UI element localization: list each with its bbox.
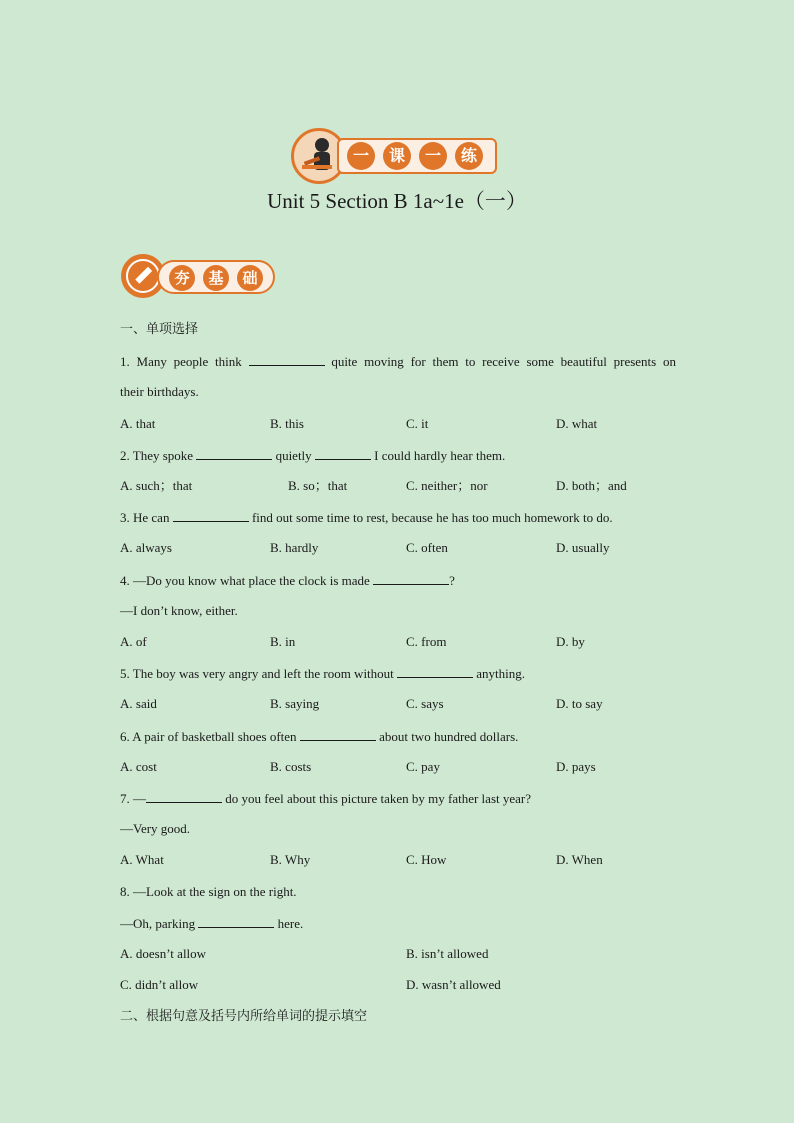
option-b[interactable]: B. hardly: [270, 540, 319, 555]
section-banner-char: 础: [237, 265, 263, 291]
option-c[interactable]: C. didn’t allow: [120, 977, 199, 992]
banner-char: 一: [347, 142, 375, 170]
option-a[interactable]: A. always: [120, 540, 172, 555]
option-b[interactable]: B. this: [270, 416, 304, 431]
option-a[interactable]: A. doesn’t allow: [120, 946, 207, 961]
option-d[interactable]: D. by: [556, 634, 585, 649]
option-c[interactable]: C. How: [406, 852, 447, 867]
banner-strip: [337, 138, 497, 174]
option-d[interactable]: D. pays: [556, 759, 596, 774]
option-d[interactable]: D. what: [556, 416, 598, 431]
answer-blank[interactable]: [198, 915, 274, 928]
option-b[interactable]: B. in: [270, 634, 296, 649]
part1-heading: 一、单项选择: [120, 322, 199, 337]
answer-blank[interactable]: [397, 665, 473, 678]
option-a[interactable]: A. such；that: [120, 478, 193, 493]
page-title: Unit 5 Section B 1a~1e（一）: [267, 189, 527, 213]
option-a[interactable]: A. cost: [120, 759, 157, 774]
question-3-stem: 3. He can find out some time to rest, because he has too much homework to do.: [120, 510, 613, 525]
part2-heading: 二、根据句意及括号内所给单词的提示填空: [120, 1009, 368, 1024]
answer-blank[interactable]: [300, 728, 376, 741]
option-a[interactable]: A. said: [120, 696, 157, 711]
option-d[interactable]: D. usually: [556, 540, 610, 555]
section-banner-char: 基: [203, 265, 229, 291]
option-c[interactable]: C. from: [406, 634, 447, 649]
banner-char: 练: [455, 142, 483, 170]
banner-char: 一: [419, 142, 447, 170]
answer-blank[interactable]: [249, 353, 325, 366]
option-a[interactable]: A. that: [120, 416, 156, 431]
question-4-stem: 4. —Do you know what place the clock is made ?: [120, 573, 455, 588]
option-d[interactable]: D. wasn’t allowed: [406, 977, 501, 992]
option-c[interactable]: C. neither；nor: [406, 478, 488, 493]
answer-blank[interactable]: [196, 447, 272, 460]
option-a[interactable]: A. of: [120, 634, 147, 649]
option-d[interactable]: D. to say: [556, 696, 603, 711]
question-7-stem: 7. — do you feel about this picture taken by my father last year?: [120, 791, 532, 806]
question-5-stem: 5. The boy was very angry and left the room without anything.: [120, 666, 526, 681]
option-b[interactable]: B. costs: [270, 759, 312, 774]
option-d[interactable]: D. When: [556, 852, 603, 867]
question-7-reply: —Very good.: [120, 821, 191, 836]
question-6-stem: 6. A pair of basketball shoes often about two hundred dollars.: [120, 729, 519, 744]
question-8-stem: 8. —Look at the sign on the right.: [120, 884, 297, 899]
question-1-stem-cont: their birthdays.: [120, 384, 199, 399]
option-c[interactable]: C. it: [406, 416, 429, 431]
question-4-reply: —I don’t know, either.: [120, 603, 238, 618]
lesson-banner: [291, 128, 501, 186]
option-d[interactable]: D. both；and: [556, 478, 627, 493]
question-8-reply: —Oh, parking here.: [120, 916, 304, 931]
option-c[interactable]: C. says: [406, 696, 444, 711]
option-c[interactable]: C. often: [406, 540, 448, 555]
option-b[interactable]: B. so；that: [288, 478, 348, 493]
question-2-stem: 2. They spoke quietly I could hardly hear them.: [120, 448, 506, 463]
question-1-stem: 1. Many people think quite moving for them to receive some beautiful presents on: [120, 354, 676, 369]
option-b[interactable]: B. Why: [270, 852, 311, 867]
option-b[interactable]: B. isn’t allowed: [406, 946, 489, 961]
option-b[interactable]: B. saying: [270, 696, 320, 711]
answer-blank[interactable]: [315, 447, 371, 460]
section-banner-char: 夯: [169, 265, 195, 291]
section-banner-strip: [157, 260, 275, 294]
answer-blank[interactable]: [146, 790, 222, 803]
answer-blank[interactable]: [173, 509, 249, 522]
option-a[interactable]: A. What: [120, 852, 164, 867]
banner-char: 课: [383, 142, 411, 170]
section-banner: [121, 254, 281, 300]
answer-blank[interactable]: [373, 572, 449, 585]
option-c[interactable]: C. pay: [406, 759, 440, 774]
